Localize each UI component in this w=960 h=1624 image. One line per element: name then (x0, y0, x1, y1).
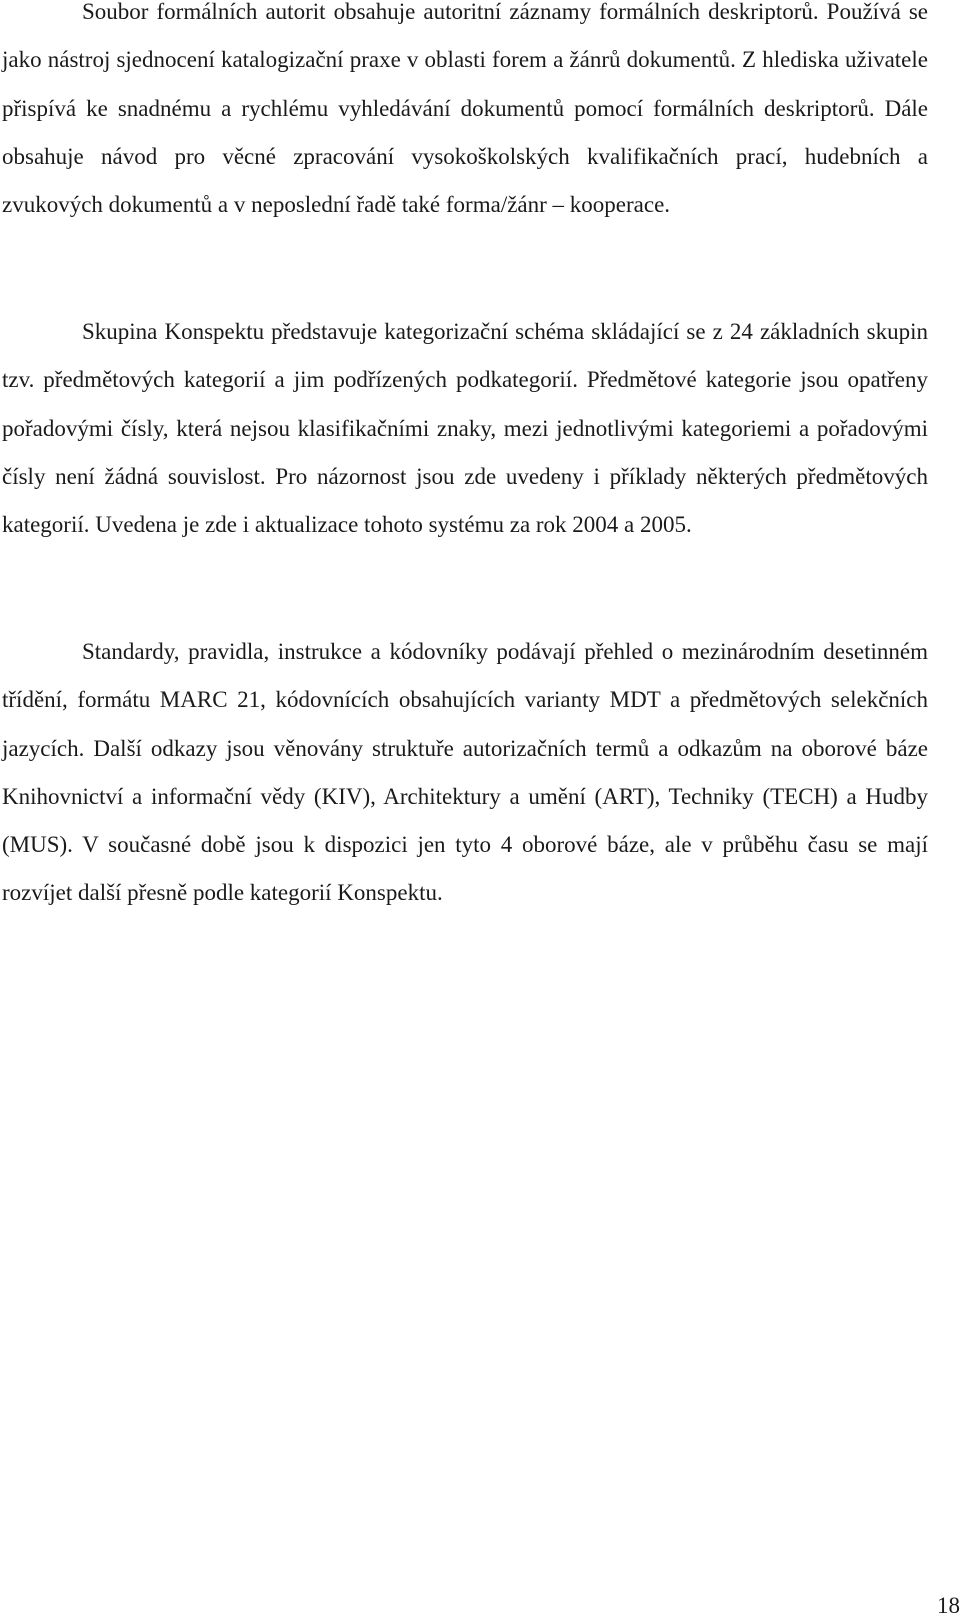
paragraph-standards-rules: Standardy, pravidla, instrukce a kódovníky podávají přehled o mezinárodním desetinném třídění, formátu MARC 21, kódovnících obsahujících varianty MDT a předmětových selekčních jazycích. Další odkazy jsou věnovány struktuře autorizačních termů a odkazům na oborové báze Knihovnictví a informační vědy (KIV), Architektury a umění (ART), Techniky (TECH) a Hudby (MUS). V současné době jsou k dispozici jen tyto 4 oborové báze, ale v průběhu času se mají rozvíjet další přesně podle kategorií Konspektu. (2, 639, 928, 906)
paragraph-konspekt-groups: Skupina Konspektu představuje kategorizační schéma skládající se z 24 základních skupin tzv. předmětových kategorií a jim podřízených podkategorií. Předmětové kategorie jsou opatřeny pořadovými čísly, která nejsou klasifikačními znaky, mezi jednotlivými kategoriemi a pořadovými čísly není žádná souvislost. Pro názornost jsou zde uvedeny i příklady některých předmětových kategorií. Uvedena je zde i aktualizace tohoto systému za rok 2004 a 2005. (2, 319, 928, 538)
page-number: 18 (937, 1593, 960, 1618)
paragraph-formal-authorities: Soubor formálních autorit obsahuje autoritní záznamy formálních deskriptorů. Používá se jako nástroj sjednocení katalogizační praxe v oblasti forem a žánrů dokumentů. Z hlediska uživatele přispívá ke snadnému a rychlému vyhledávání dokumentů pomocí formálních deskriptorů. Dále obsahuje návod pro věcné zpracování vysokoškolských kvalifikačních prací, hudebních a zvukových dokumentů a v neposlední řadě také forma/žánr – kooperace. (2, 0, 928, 218)
